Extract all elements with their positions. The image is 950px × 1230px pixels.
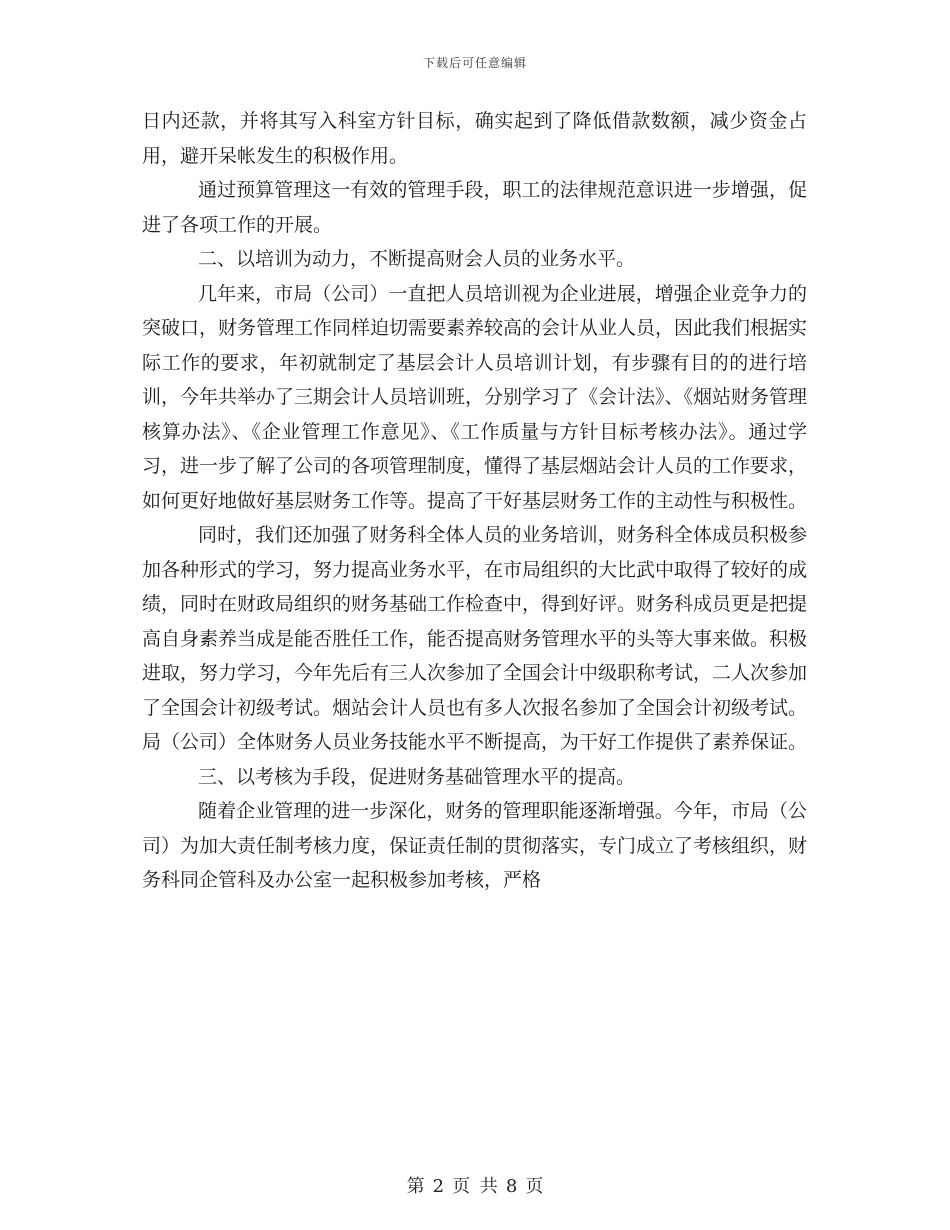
paragraph-5: 随着企业管理的进一步深化，财务的管理职能逐渐增强。今年，市局（公司）为加大责任制考核力度，保证责任制的贯彻落实，专门成立了考核组织，财务科同企管科及办公室一起积极参加考核，严格 [142,800,808,891]
paragraph-4: 同时，我们还加强了财务科全体人员的业务培训，财务科全体成员积极参加各种形式的学习，努力提高业务水平，在市局组织的大比武中取得了较好的成绩，同时在财政局组织的财务基础工作检查中，得到好评。财务科成员更是把提高自身素养当成是能否胜任工作，能否提高财务管理水平的头等大事来做。积极进取，努力学习，今年先后有三人次参加了全国会计中级职称考试，二人次参加了全国会计初级考试。烟站会计人员也有多人次报名参加了全国会计初级考试。局（公司）全体财务人员业务技能水平不断提高，为干好工作提供了素养保证。 [142,524,808,753]
paragraph-2: 通过预算管理这一有效的管理手段，职工的法律规范意识进一步增强，促进了各项工作的开展。 [142,179,807,236]
page-total: 8 [505,1176,518,1197]
page-header: 下载后可任意编辑 [422,56,527,70]
document-body [142,104,807,898]
page-footer [0,1172,950,1198]
footer-middle: 页 共 [452,1176,498,1197]
section-heading-3: 三、以考核为手段，促进财务基础管理水平的提高。 [198,765,636,788]
paragraph-3: 几年来，市局（公司）一直把人员培训视为企业进展，增强企业竞争力的突破口，财务管理工作同样迫切需要素养较高的会计从业人员，因此我们根据实际工作的要求，年初就制定了基层会计人员培训计划，有步骤有目的的进行培训，今年共举办了三期会计人员培训班，分别学习了《会计法》、《烟站财务管理核算办法》、《企业管理工作意见》、《工作质量与方针目标考核办法》。通过学习，进一步了解了公司的各项管理制度，懂得了基层烟站会计人员的工作要求，如何更好地做好基层财务工作等。提高了干好基层财务工作的主动性与积极性。 [142,282,808,512]
footer-prefix: 第 [406,1176,425,1197]
paragraph-1: 日内还款，并将其写入科室方针目标，确实起到了降低借款数额，减少资金占用，避开呆帐发生的积极作用。 [142,110,807,167]
footer-suffix: 页 [525,1176,544,1197]
section-heading-2: 二、以培训为动力，不断提高财会人员的业务水平。 [198,248,636,270]
page-number: 2 [432,1176,445,1197]
